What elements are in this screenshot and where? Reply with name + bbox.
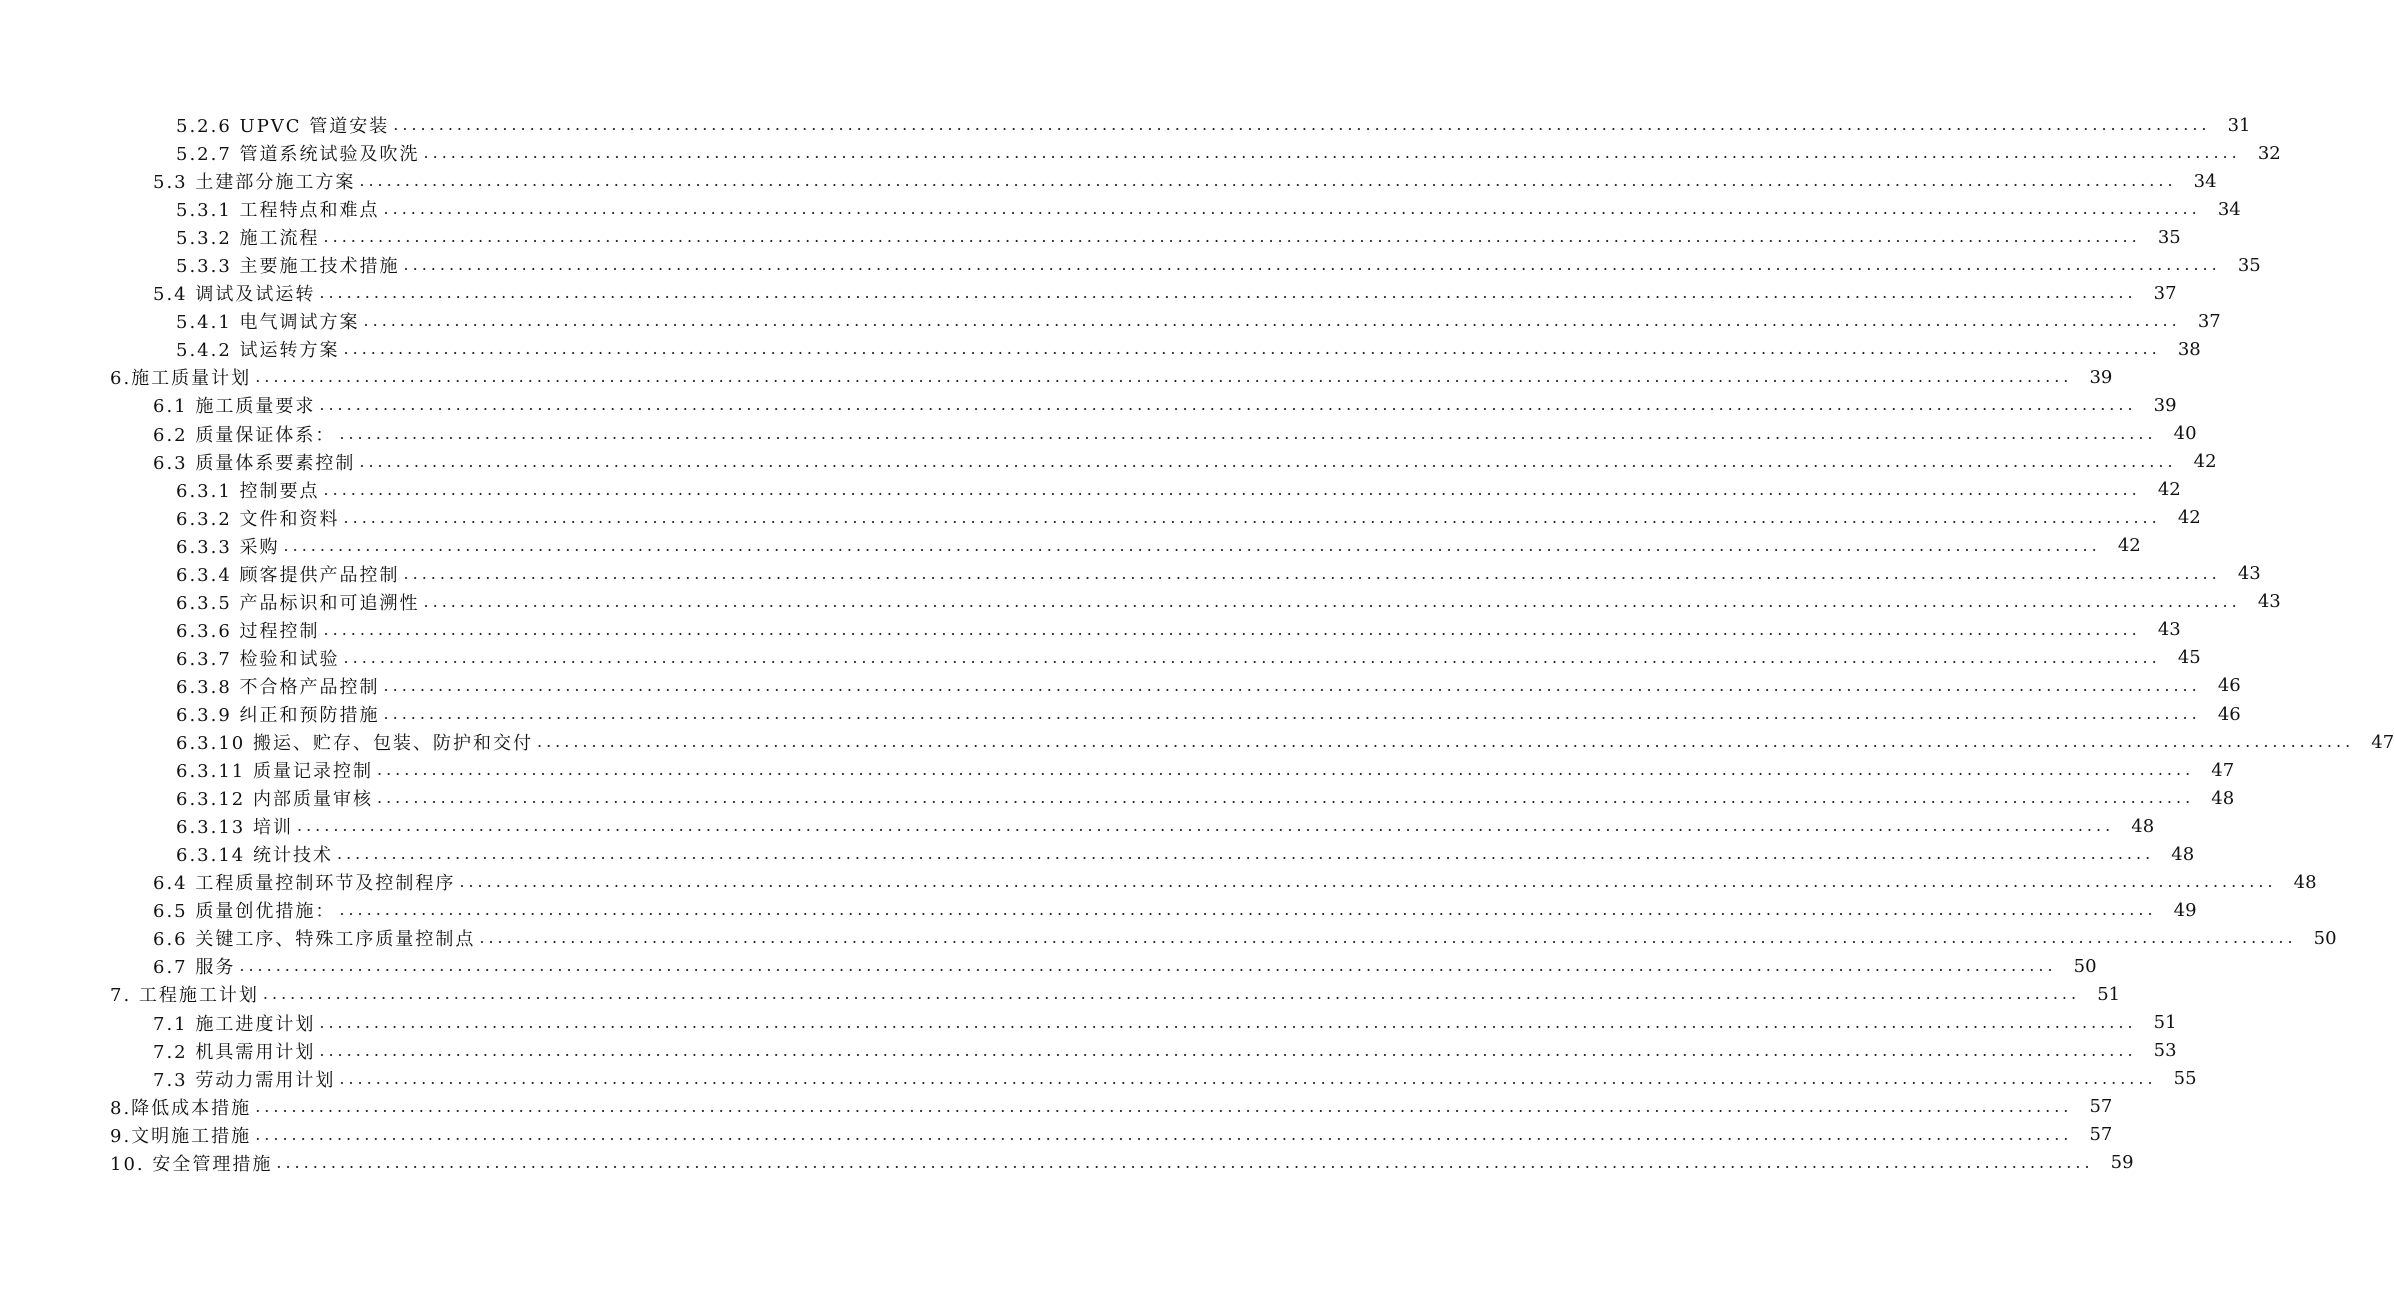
- toc-page-number: 47: [2211, 759, 2235, 781]
- toc-page-number: 57: [2089, 1124, 2113, 1146]
- dot-leader: ........................................................................................................................................................................................................: [359, 171, 2177, 191]
- toc-entry[interactable]: [0, 896, 2197, 924]
- toc-page-number: 46: [2217, 703, 2241, 725]
- toc-entry[interactable]: [0, 1009, 2177, 1037]
- toc-entry-title: 6.3.13 培训: [176, 813, 293, 839]
- toc-entry[interactable]: [0, 251, 2261, 279]
- toc-entry-title: 6.7 服务: [153, 953, 235, 979]
- dot-leader: ........................................................................................................................................................................................................: [319, 1012, 2137, 1032]
- toc-page-number: 47: [2371, 731, 2394, 753]
- toc-page-number: 50: [2313, 927, 2337, 949]
- toc-entry-title: 6.3.8 不合格产品控制: [176, 673, 380, 699]
- toc-entry-title: 10. 安全管理措施: [110, 1150, 272, 1176]
- toc-entry-title: 6.3.7 检验和试验: [176, 645, 340, 671]
- toc-page-number: 42: [2193, 451, 2217, 473]
- dot-leader: ........................................................................................................................................................................................................: [343, 507, 2161, 527]
- toc-page-number: 42: [2177, 507, 2201, 529]
- toc-page-number: 31: [2227, 114, 2251, 136]
- dot-leader: ........................................................................................................................................................................................................: [339, 900, 2157, 920]
- toc-entry-title: 5.3.2 施工流程: [176, 224, 320, 250]
- toc-entry-title: 6.3.2 文件和资料: [176, 505, 340, 531]
- dot-leader: ........................................................................................................................................................................................................: [296, 816, 2115, 836]
- toc-entry-title: 5.3.1 工程特点和难点: [176, 196, 380, 222]
- dot-leader: ........................................................................................................................................................................................................: [343, 647, 2161, 667]
- toc-page-number: 35: [2237, 254, 2261, 276]
- toc-entry-title: 6.3.4 顾客提供产品控制: [176, 561, 400, 587]
- toc-entry-title: 6.3.3 采购: [176, 533, 280, 559]
- toc-entry-title: 7.1 施工进度计划: [153, 1010, 315, 1036]
- toc-page-number: 32: [2257, 142, 2281, 164]
- toc-entry[interactable]: [0, 1121, 2113, 1149]
- dot-leader: ........................................................................................................................................................................................................: [339, 1068, 2157, 1088]
- toc-entry[interactable]: [0, 1037, 2177, 1065]
- dot-leader: ........................................................................................................................................................................................................: [319, 395, 2137, 415]
- toc-entry[interactable]: [0, 391, 2177, 419]
- toc-entry-title: 5.2.6 UPVC 管道安装: [176, 112, 389, 138]
- dot-leader: ........................................................................................................................................................................................................: [383, 199, 2201, 219]
- toc-page-number: 40: [2173, 423, 2197, 445]
- toc-entry[interactable]: [0, 476, 2181, 504]
- toc-entry-title: 7.3 劳动力需用计划: [153, 1066, 335, 1092]
- toc-entry-title: 6.3.14 统计技术: [176, 841, 333, 867]
- toc-entry[interactable]: [0, 307, 2221, 335]
- toc-entry[interactable]: [0, 980, 2121, 1008]
- toc-entry[interactable]: [0, 1093, 2113, 1121]
- dot-leader: ........................................................................................................................................................................................................: [255, 1124, 2073, 1144]
- toc-entry[interactable]: [0, 868, 2317, 896]
- toc-entry[interactable]: [0, 335, 2201, 363]
- dot-leader: ........................................................................................................................................................................................................: [403, 563, 2221, 583]
- toc-entry-title: 6.3.6 过程控制: [176, 617, 320, 643]
- dot-leader: ........................................................................................................................................................................................................: [423, 591, 2241, 611]
- dot-leader: ........................................................................................................................................................................................................: [536, 732, 2355, 752]
- toc-entry[interactable]: [0, 700, 2241, 728]
- dot-leader: ........................................................................................................................................................................................................: [323, 619, 2141, 639]
- toc-page-number: 39: [2153, 394, 2177, 416]
- dot-leader: ........................................................................................................................................................................................................: [376, 788, 2195, 808]
- dot-leader: ........................................................................................................................................................................................................: [262, 984, 2081, 1004]
- toc-entry-title: 5.2.7 管道系统试验及吹洗: [176, 140, 420, 166]
- toc-page-number: 42: [2157, 479, 2181, 501]
- toc-page-number: 53: [2153, 1040, 2177, 1062]
- toc-entry-title: 5.4 调试及试运转: [153, 280, 315, 306]
- toc-entry[interactable]: [0, 756, 2235, 784]
- toc-page-number: 48: [2293, 871, 2317, 893]
- dot-leader: ........................................................................................................................................................................................................: [323, 479, 2141, 499]
- toc-entry[interactable]: [0, 924, 2337, 952]
- toc-page-number: 34: [2193, 170, 2217, 192]
- toc-entry[interactable]: [0, 195, 2241, 223]
- dot-leader: ........................................................................................................................................................................................................: [383, 704, 2201, 723]
- toc-page-number: 38: [2177, 338, 2201, 360]
- toc-page-number: 59: [2110, 1152, 2134, 1174]
- toc-page-number: 51: [2097, 983, 2121, 1005]
- toc-entry[interactable]: [0, 812, 2155, 840]
- toc-entry-title: 5.3.3 主要施工技术措施: [176, 252, 400, 278]
- toc-page-number: 45: [2177, 647, 2201, 669]
- toc-page-number: 49: [2173, 899, 2197, 921]
- toc-entry[interactable]: [0, 644, 2201, 672]
- toc-entry[interactable]: [0, 448, 2217, 476]
- toc-entry[interactable]: [0, 223, 2181, 251]
- dot-leader: ........................................................................................................................................................................................................: [363, 311, 2181, 331]
- toc-entry-title: 5.3 土建部分施工方案: [153, 168, 355, 194]
- dot-leader: ........................................................................................................................................................................................................: [393, 115, 2211, 135]
- toc-page-number: 34: [2217, 198, 2241, 220]
- toc-page-number: 37: [2197, 310, 2221, 332]
- toc-entry-title: 6.3.11 质量记录控制: [176, 757, 373, 783]
- toc-page-number: 42: [2117, 535, 2141, 557]
- dot-leader: ........................................................................................................................................................................................................: [403, 255, 2221, 275]
- toc-entry[interactable]: [0, 420, 2197, 448]
- toc-page-number: 46: [2217, 675, 2241, 697]
- table-of-contents: [0, 111, 2394, 1177]
- toc-page-number: 35: [2157, 226, 2181, 248]
- toc-entry-title: 6.3.1 控制要点: [176, 477, 320, 503]
- toc-page-number: 48: [2131, 815, 2155, 837]
- toc-entry[interactable]: [0, 952, 2097, 980]
- dot-leader: ........................................................................................................................................................................................................: [255, 367, 2073, 387]
- toc-entry-title: 7. 工程施工计划: [110, 981, 259, 1007]
- toc-entry-title: 6.4 工程质量控制环节及控制程序: [153, 869, 455, 895]
- dot-leader: ........................................................................................................................................................................................................: [359, 451, 2177, 471]
- toc-entry[interactable]: [0, 111, 2251, 139]
- toc-page-number: 37: [2153, 282, 2177, 304]
- toc-entry-title: 7.2 机具需用计划: [153, 1038, 315, 1064]
- toc-entry-title: 6.3.12 内部质量审核: [176, 785, 373, 811]
- dot-leader: ........................................................................................................................................................................................................: [423, 143, 2241, 163]
- dot-leader: ........................................................................................................................................................................................................: [383, 675, 2201, 695]
- dot-leader: ........................................................................................................................................................................................................: [276, 1152, 2094, 1172]
- toc-entry-title: 6.施工质量计划: [110, 364, 251, 390]
- toc-entry-title: 6.3.10 搬运、贮存、包装、防护和交付: [176, 729, 533, 755]
- dot-leader: ........................................................................................................................................................................................................: [319, 1040, 2137, 1060]
- toc-entry[interactable]: [0, 840, 2195, 868]
- toc-entry-title: 6.3 质量体系要素控制: [153, 449, 355, 475]
- dot-leader: ........................................................................................................................................................................................................: [336, 844, 2155, 864]
- dot-leader: ........................................................................................................................................................................................................: [255, 1096, 2073, 1116]
- toc-entry[interactable]: [0, 363, 2113, 391]
- toc-entry-title: 6.6 关键工序、特殊工序质量控制点: [153, 925, 475, 951]
- toc-entry-title: 6.3.5 产品标识和可追溯性: [176, 589, 420, 615]
- toc-entry[interactable]: [0, 728, 2394, 756]
- dot-leader: ........................................................................................................................................................................................................: [459, 872, 2277, 892]
- dot-leader: ........................................................................................................................................................................................................: [376, 760, 2195, 780]
- toc-entry[interactable]: [0, 1065, 2197, 1093]
- toc-page-number: 43: [2157, 619, 2181, 641]
- toc-entry-title: 6.1 施工质量要求: [153, 392, 315, 418]
- toc-page-number: 43: [2237, 563, 2261, 585]
- toc-page-number: 55: [2173, 1068, 2197, 1090]
- toc-entry-title: 8.降低成本措施: [110, 1094, 251, 1120]
- toc-entry-title: 5.4.2 试运转方案: [176, 336, 340, 362]
- toc-page-number: 48: [2211, 787, 2235, 809]
- dot-leader: ........................................................................................................................................................................................................: [323, 227, 2141, 247]
- toc-page-number: 39: [2089, 366, 2113, 388]
- toc-entry-title: 6.3.9 纠正和预防措施: [176, 701, 380, 727]
- toc-entry-title: 5.4.1 电气调试方案: [176, 308, 360, 334]
- toc-page-number: 50: [2073, 955, 2097, 977]
- toc-entry[interactable]: [0, 672, 2241, 700]
- dot-leader: ........................................................................................................................................................................................................: [343, 339, 2161, 359]
- toc-page-number: 57: [2089, 1096, 2113, 1118]
- toc-entry[interactable]: [0, 504, 2201, 532]
- toc-entry[interactable]: [0, 588, 2281, 616]
- dot-leader: ........................................................................................................................................................................................................: [479, 928, 2297, 948]
- toc-entry-title: 9.文明施工措施: [110, 1122, 251, 1148]
- toc-entry[interactable]: [0, 167, 2217, 195]
- toc-entry[interactable]: [0, 560, 2261, 588]
- toc-entry[interactable]: [0, 616, 2181, 644]
- toc-entry-title: 6.2 质量保证体系：: [153, 421, 335, 447]
- toc-page-number: 48: [2171, 843, 2195, 865]
- dot-leader: ........................................................................................................................................................................................................: [339, 423, 2157, 443]
- dot-leader: ........................................................................................................................................................................................................: [283, 535, 2101, 555]
- dot-leader: ........................................................................................................................................................................................................: [319, 283, 2137, 303]
- toc-entry[interactable]: [0, 279, 2177, 307]
- toc-entry-title: 6.5 质量创优措施：: [153, 897, 335, 923]
- toc-entry[interactable]: [0, 784, 2235, 812]
- toc-entry[interactable]: [0, 1149, 2134, 1177]
- dot-leader: ........................................................................................................................................................................................................: [239, 956, 2057, 976]
- toc-page-number: 43: [2257, 591, 2281, 613]
- toc-entry[interactable]: [0, 139, 2281, 167]
- toc-entry[interactable]: [0, 532, 2141, 560]
- toc-page-number: 51: [2153, 1012, 2177, 1034]
